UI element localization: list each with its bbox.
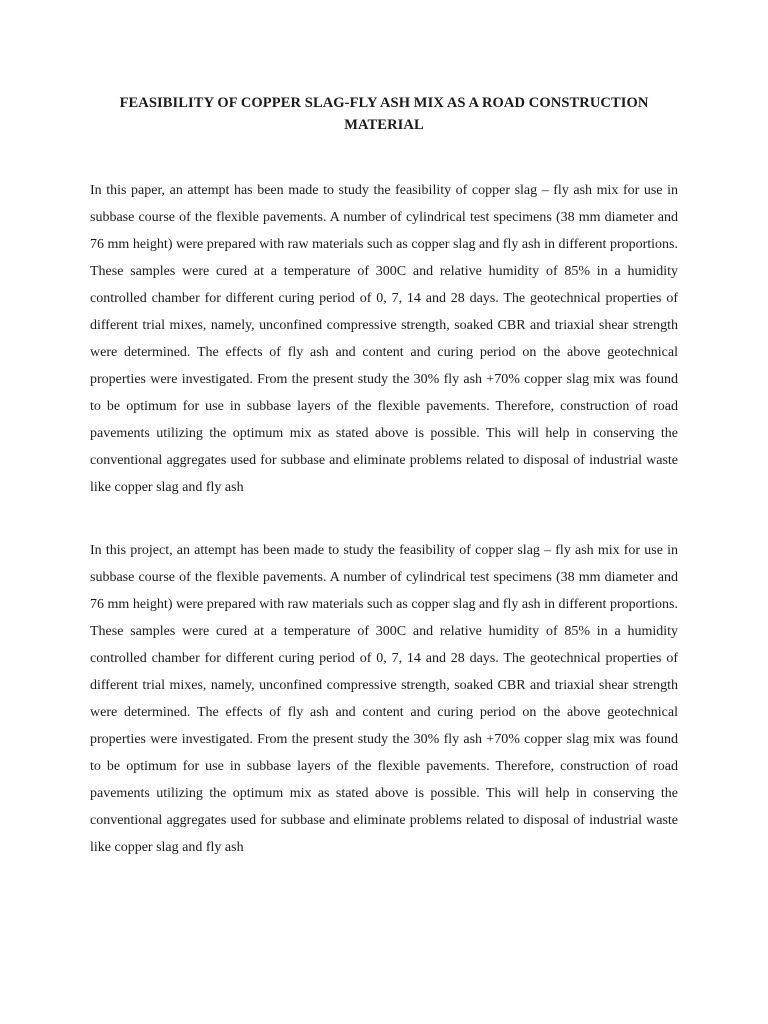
abstract-paragraph-2: In this project, an attempt has been made to study the feasibility of copper slag – fly ash mix for use in subbase course of the flexible pavements. A number of cylindrical test specimens (38 mm diameter and 76 mm height) were prepared with raw materials such as copper slag and fly ash in different proportions. These samples were cured at a temperature of 300C and relative humidity of 85% in a humidity controlled chamber for different curing period of 0, 7, 14 and 28 days. The geotechnical properties of different trial mixes, namely, unconfined compressive strength, soaked CBR and triaxial shear strength were determined. The effects of fly ash and content and curing period on the above geotechnical properties were investigated. From the present study the 30% fly ash +70% copper slag mix was found to be optimum for use in subbase layers of the flexible pavements. Therefore, construction of road pavements utilizing the optimum mix as stated above is possible. This will help in conserving the conventional aggregates used for subbase and eliminate problems related to disposal of industrial waste like copper slag and fly ash	[90, 543, 678, 855]
document-title: FEASIBILITY OF COPPER SLAG-FLY ASH MIX AS A ROAD CONSTRUCTION MATERIAL	[119, 95, 649, 133]
abstract-paragraph-1: In this paper, an attempt has been made to study the feasibility of copper slag – fly ash mix for use in subbase course of the flexible pavements. A number of cylindrical test specimens (38 mm diameter and 76 mm height) were prepared with raw materials such as copper slag and fly ash in different proportions. These samples were cured at a temperature of 300C and relative humidity of 85% in a humidity controlled chamber for different curing period of 0, 7, 14 and 28 days. The geotechnical properties of different trial mixes, namely, unconfined compressive strength, soaked CBR and triaxial shear strength were determined. The effects of fly ash and content and curing period on the above geotechnical properties were investigated. From the present study the 30% fly ash +70% copper slag mix was found to be optimum for use in subbase layers of the flexible pavements. Therefore, construction of road pavements utilizing the optimum mix as stated above is possible. This will help in conserving the conventional aggregates used for subbase and eliminate problems related to disposal of industrial waste like copper slag and fly ash	[90, 183, 678, 495]
